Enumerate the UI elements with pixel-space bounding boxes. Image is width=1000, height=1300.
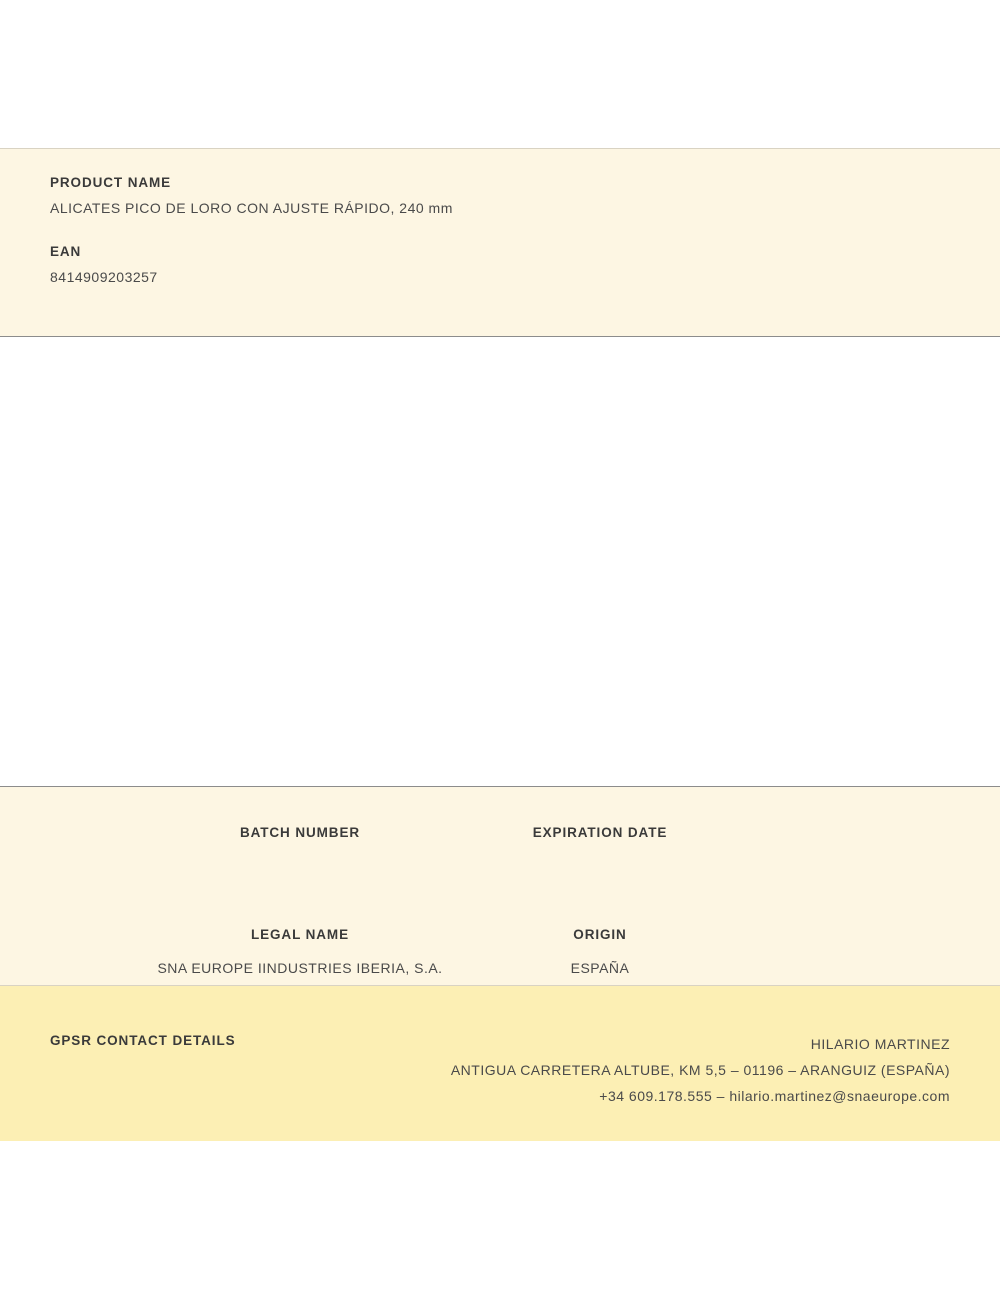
gpsr-contact-person: HILARIO MARTINEZ [810,1036,950,1052]
ean-value: 8414909203257 [50,269,158,285]
ean-field [50,244,950,285]
meta-spacer-left [0,825,150,875]
product-name-value: ALICATES PICO DE LORO CON AJUSTE RÁPIDO, 240 mm [50,200,453,216]
meta-row-legal [0,875,1000,977]
ean-label: EAN [50,244,82,259]
legal-name-value: SNA EUROPE IINDUSTRIES IBERIA, S.A. [157,960,443,976]
meta-spacer-right-2 [750,927,1000,977]
product-name-field [50,175,950,216]
gpsr-contact-address: ANTIGUA CARRETERA ALTUBE, KM 5,5 – 01196 – ARANGUIZ (ESPAÑA) [450,1062,950,1078]
origin-label: ORIGIN [573,927,627,942]
origin-value: ESPAÑA [570,960,630,976]
gpsr-contact-band [0,986,1000,1141]
legal-name-label: LEGAL NAME [250,927,349,942]
meta-spacer-right [750,825,1000,875]
top-margin [0,0,1000,148]
blank-content-area [0,337,1000,786]
batch-number-value [150,858,450,875]
meta-spacer-left-2 [0,927,150,977]
gpsr-contact-phone-email: +34 609.178.555 – hilario.martinez@snaeurope.com [599,1088,950,1104]
product-info-block [0,148,1000,337]
expiration-date-field [450,825,750,875]
expiration-date-label: EXPIRATION DATE [532,825,668,840]
meta-row-batch [0,787,1000,875]
field-spacer [50,216,950,244]
expiration-date-value [450,858,750,875]
product-name-label: PRODUCT NAME [50,175,172,190]
legal-name-field [150,927,450,977]
batch-number-field [150,825,450,875]
bottom-margin [0,1141,1000,1300]
gpsr-contact-label: GPSR CONTACT DETAILS [50,1033,236,1048]
batch-number-label: BATCH NUMBER [239,825,361,840]
product-meta-band [0,786,1000,986]
gpsr-contact-lines [451,1031,950,1109]
origin-field [450,927,750,977]
